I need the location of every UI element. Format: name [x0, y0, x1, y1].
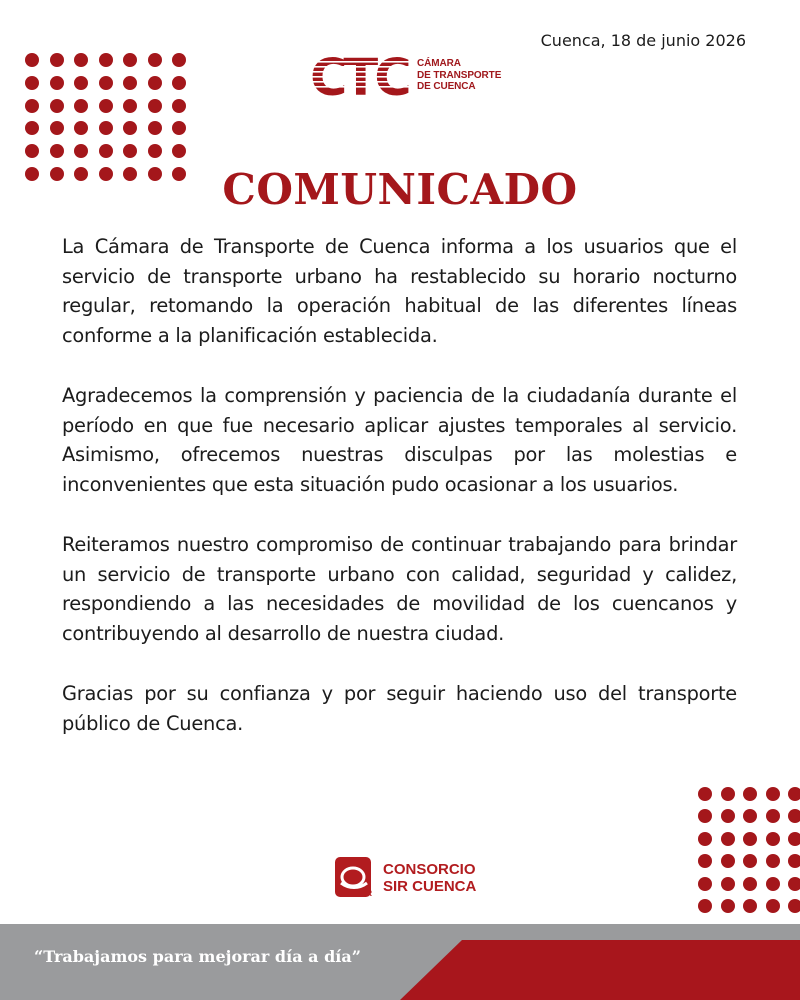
decorative-dot	[788, 809, 800, 823]
sponsor-name	[383, 861, 476, 895]
paragraph: La Cámara de Transporte de Cuenca informa a los usuarios que el servicio de transporte urbano ha restablecido su horario nocturno regular, retomando la operación habitual de las diferentes líneas conforme a la planificación establecida.	[62, 235, 737, 347]
ctc-logo	[310, 52, 510, 102]
decorative-dot	[743, 854, 757, 868]
decorative-dot	[721, 832, 735, 846]
sir-logo-mark	[335, 857, 379, 899]
decorative-dot	[25, 53, 39, 67]
decorative-dot	[743, 787, 757, 801]
decorative-dot	[74, 121, 88, 135]
decorative-dot	[172, 144, 186, 158]
decorative-dot	[698, 787, 712, 801]
paragraph: Agradecemos la comprensión y paciencia de la ciudadanía durante el período en que fue necesario aplicar ajustes temporales al servicio. Asimismo, ofrecemos nuestras disculpas por las molestias e inconvenientes que esta situación pudo ocasionar a los usuarios.	[62, 384, 737, 496]
decorative-dot	[721, 877, 735, 891]
decorative-dot	[148, 121, 162, 135]
decorative-dot	[788, 877, 800, 891]
decorative-dot	[25, 144, 39, 158]
page-title: COMUNICADO	[222, 165, 578, 214]
decorative-dot	[99, 53, 113, 67]
decorative-dot	[99, 121, 113, 135]
decorative-dot	[99, 144, 113, 158]
decorative-dot	[721, 854, 735, 868]
decorative-dot	[99, 76, 113, 90]
decorative-dot	[148, 76, 162, 90]
decorative-dot	[788, 787, 800, 801]
decorative-dot	[743, 877, 757, 891]
decorative-dot	[721, 809, 735, 823]
decorative-dot	[74, 99, 88, 113]
decorative-dot	[74, 76, 88, 90]
announcement-body	[62, 232, 737, 769]
decorative-dot	[766, 809, 780, 823]
document-date: Cuenca, 18 de junio 2026	[540, 31, 746, 50]
decorative-dot	[698, 899, 712, 913]
decorative-dot	[148, 53, 162, 67]
decorative-dot	[50, 121, 64, 135]
decorative-dot	[743, 899, 757, 913]
ctc-org-name-line: DE TRANSPORTE	[417, 69, 502, 81]
ctc-logo-mark	[310, 52, 414, 102]
ctc-org-name-line: DE CUENCA	[417, 81, 476, 92]
decorative-dot	[766, 877, 780, 891]
decorative-dot	[74, 144, 88, 158]
decorative-dot	[788, 899, 800, 913]
decorative-dot	[698, 877, 712, 891]
decorative-dot	[766, 787, 780, 801]
decorative-dot	[50, 53, 64, 67]
sponsor-name-line: SIR CUENCA	[383, 878, 477, 895]
decorative-dot	[25, 76, 39, 90]
decorative-dot	[743, 832, 757, 846]
decorative-dot	[123, 144, 137, 158]
decorative-dot	[172, 53, 186, 67]
ctc-org-name	[417, 58, 501, 93]
footer-slogan: “Trabajamos para mejorar día a día”	[34, 947, 361, 966]
sponsor-name-line: CONSORCIO	[383, 861, 476, 878]
decorative-dot	[172, 121, 186, 135]
footer-band	[0, 924, 800, 1000]
decorative-dot	[721, 899, 735, 913]
decorative-dot	[766, 832, 780, 846]
decorative-dot	[50, 99, 64, 113]
decorative-dot	[788, 854, 800, 868]
ctc-org-name-line: CÁMARA	[417, 58, 461, 69]
decorative-dot	[123, 121, 137, 135]
decorative-dot-grid-bottom	[698, 787, 800, 913]
decorative-dot	[123, 76, 137, 90]
decorative-dot	[172, 76, 186, 90]
sir-cuenca-logo	[335, 857, 485, 899]
decorative-dot	[172, 99, 186, 113]
decorative-dot	[25, 99, 39, 113]
decorative-dot	[148, 144, 162, 158]
paragraph: Gracias por su confianza y por seguir haciendo uso del transporte público de Cuenca.	[62, 682, 737, 735]
decorative-dot	[766, 854, 780, 868]
decorative-dot	[74, 53, 88, 67]
decorative-dot	[148, 99, 162, 113]
decorative-dot	[766, 899, 780, 913]
decorative-dot	[123, 53, 137, 67]
decorative-dot	[25, 121, 39, 135]
decorative-dot-grid-top	[25, 53, 186, 181]
decorative-dot	[698, 854, 712, 868]
footer-red-wedge	[400, 940, 800, 1000]
decorative-dot	[123, 99, 137, 113]
decorative-dot	[743, 809, 757, 823]
decorative-dot	[50, 144, 64, 158]
decorative-dot	[99, 99, 113, 113]
decorative-dot	[698, 809, 712, 823]
decorative-dot	[50, 76, 64, 90]
sir-mark-text: IR	[364, 889, 372, 898]
decorative-dot	[721, 787, 735, 801]
decorative-dot	[788, 832, 800, 846]
decorative-dot	[698, 832, 712, 846]
paragraph: Reiteramos nuestro compromiso de continuar trabajando para brindar un servicio de transporte urbano con calidad, seguridad y calidez, respondiendo a las necesidades de movilidad de los cuencanos y contribuyendo al desarrollo de nuestra ciudad.	[62, 533, 737, 645]
